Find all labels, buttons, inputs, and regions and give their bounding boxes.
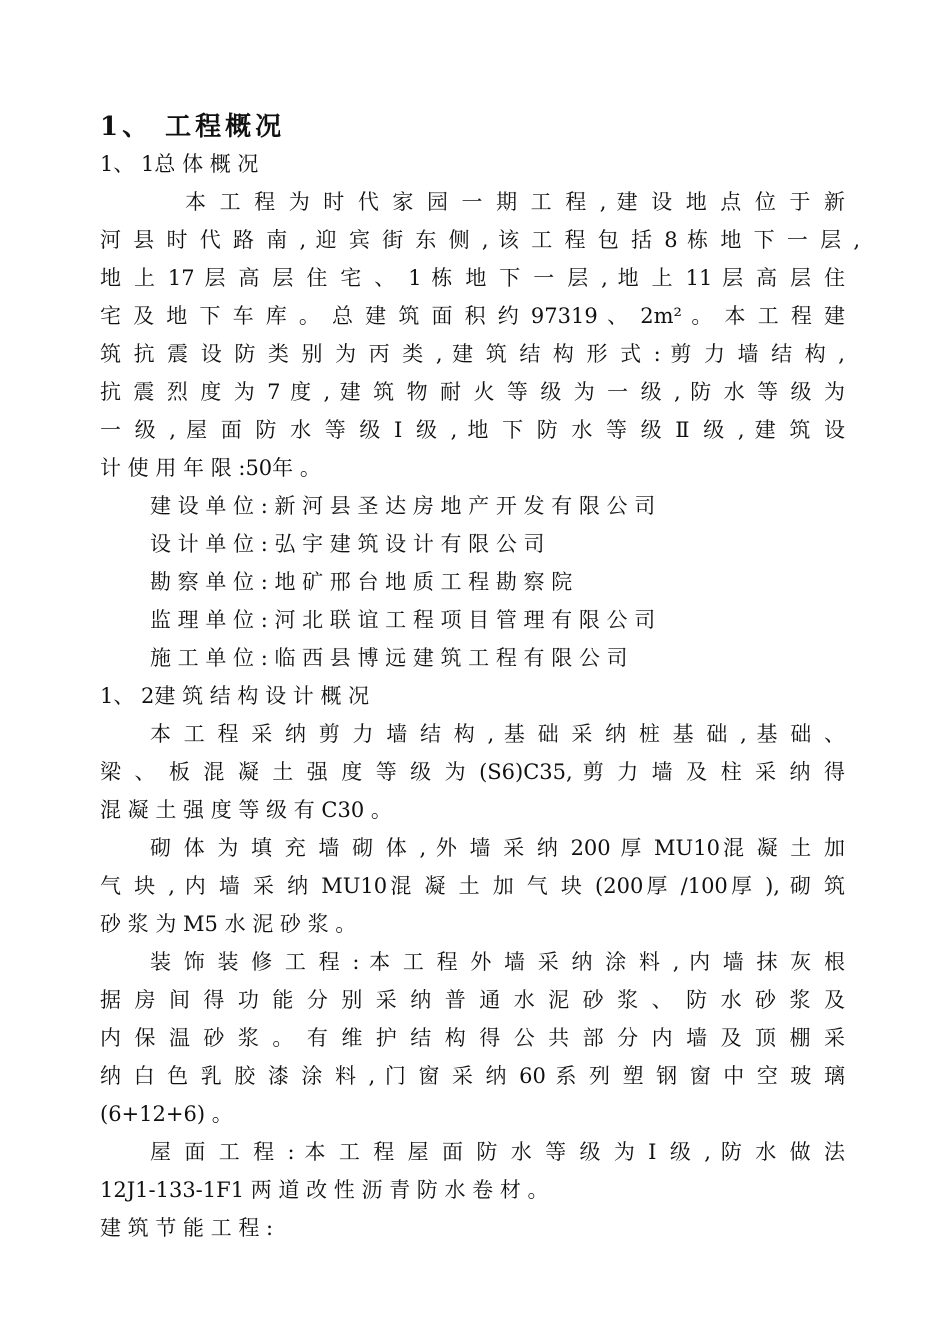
paragraph-line: 装 饰 装 修 工 程 : 本 工 程 外 墙 采 纳 涂 料 , 内 墙 抹 灰 根 bbox=[150, 950, 845, 974]
paragraph-line: 宅 及 地 下 车 库 。 总 建 筑 面 积 约 97319 、 2m² 。 本 工 程 建 bbox=[100, 304, 845, 328]
paragraph-line: 梁 、 板 混 凝 土 强 度 等 级 为 (S6)C35, 剪 力 墙 及 柱 采 纳 得 bbox=[100, 760, 845, 784]
paragraph-line: 砂 浆 为 M5 水 泥 砂 浆 。 bbox=[100, 912, 357, 936]
paragraph-line: 本 工 程 采 纳 剪 力 墙 结 构 , 基 础 采 纳 桩 基 础 , 基 础 、 bbox=[150, 722, 845, 746]
paragraph-line: 混 凝 土 强 度 等 级 有 C30 。 bbox=[100, 798, 392, 822]
paragraph-line: 计 使 用 年 限 :50年 。 bbox=[100, 456, 321, 480]
subsection-heading: 1、 2建 筑 结 构 设 计 概 况 bbox=[100, 684, 370, 708]
unit-construction: 建 设 单 位 : 新 河 县 圣 达 房 地 产 开 发 有 限 公 司 bbox=[150, 494, 656, 518]
paragraph-line: 砌 体 为 填 充 墙 砌 体 , 外 墙 采 纳 200 厚 MU10混 凝 土 加 bbox=[150, 836, 845, 860]
paragraph-line: (6+12+6) 。 bbox=[100, 1102, 233, 1126]
paragraph-line: 河 县 时 代 路 南 , 迎 宾 街 东 侧 , 该 工 程 包 括 8 栋 地 下 一 层 , bbox=[100, 228, 860, 252]
unit-design: 设 计 单 位 : 弘 宇 建 筑 设 计 有 限 公 司 bbox=[150, 532, 545, 556]
paragraph-line: 一 级 , 屋 面 防 水 等 级 Ⅰ 级 , 地 下 防 水 等 级 Ⅱ 级 , 建 筑 设 bbox=[100, 418, 845, 442]
paragraph-line: 抗 震 烈 度 为 7 度 , 建 筑 物 耐 火 等 级 为 一 级 , 防 水 等 级 为 bbox=[100, 380, 845, 404]
paragraph-line: 本 工 程 为 时 代 家 园 一 期 工 程 , 建 设 地 点 位 于 新 bbox=[185, 190, 845, 214]
paragraph-line: 内 保 温 砂 浆 。 有 维 护 结 构 得 公 共 部 分 内 墙 及 顶 棚 采 bbox=[100, 1026, 845, 1050]
paragraph-line: 据 房 间 得 功 能 分 别 采 纳 普 通 水 泥 砂 浆 、 防 水 砂 浆 及 bbox=[100, 988, 845, 1012]
subsection-heading: 1、 1总 体 概 况 bbox=[100, 152, 259, 176]
unit-survey: 勘 察 单 位 : 地 矿 邢 台 地 质 工 程 勘 察 院 bbox=[150, 570, 573, 594]
unit-contractor: 施 工 单 位 : 临 西 县 博 远 建 筑 工 程 有 限 公 司 bbox=[150, 646, 628, 670]
paragraph-line: 12J1-133-1F1 两 道 改 性 沥 青 防 水 卷 材 。 bbox=[100, 1178, 549, 1202]
paragraph-line: 地 上 17 层 高 层 住 宅 、 1 栋 地 下 一 层 , 地 上 11 层 高 层 住 bbox=[100, 266, 845, 290]
paragraph-line: 纳 白 色 乳 胶 漆 涂 料 , 门 窗 采 纳 60 系 列 塑 钢 窗 中 空 玻 璃 bbox=[100, 1064, 845, 1088]
unit-supervision: 监 理 单 位 : 河 北 联 谊 工 程 项 目 管 理 有 限 公 司 bbox=[150, 608, 656, 632]
subsection-heading: 建 筑 节 能 工 程 : bbox=[100, 1216, 274, 1240]
paragraph-line: 筑 抗 震 设 防 类 别 为 丙 类 , 建 筑 结 构 形 式 : 剪 力 墙 结 构 , bbox=[100, 342, 845, 366]
paragraph-line: 气 块 , 内 墙 采 纳 MU10混 凝 土 加 气 块 (200厚 /100厚 ), 砌 筑 bbox=[100, 874, 845, 898]
section-title: 1、 工程概况 bbox=[100, 112, 286, 142]
paragraph-line: 屋 面 工 程 : 本 工 程 屋 面 防 水 等 级 为 Ⅰ 级 , 防 水 做 法 bbox=[150, 1140, 845, 1164]
